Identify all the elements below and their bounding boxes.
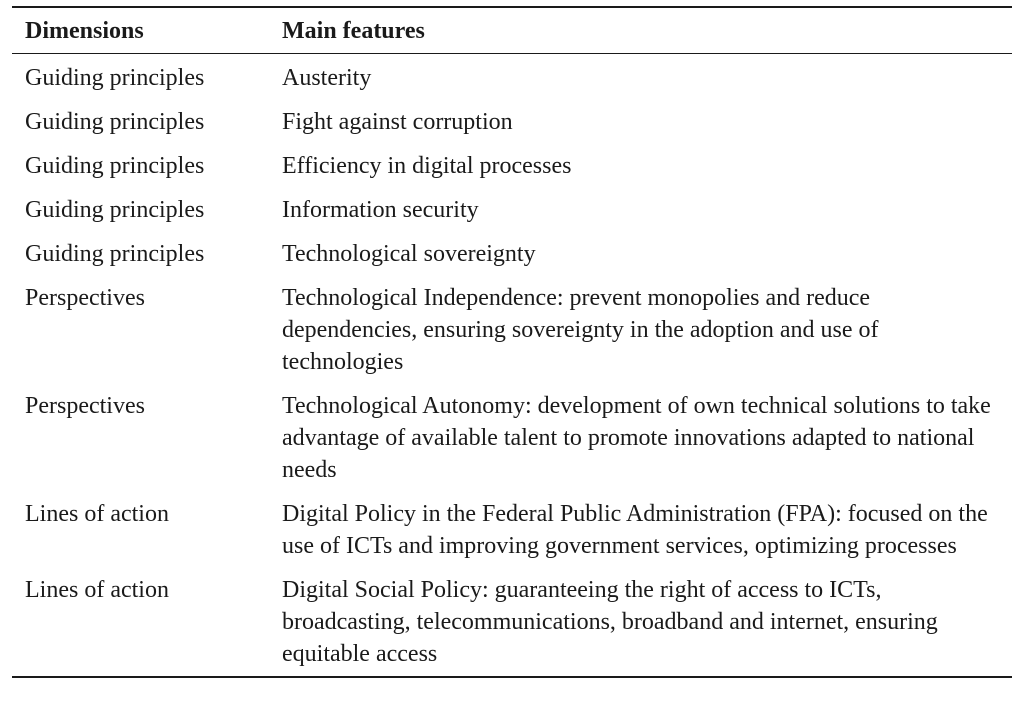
- cell-dimension: Guiding principles: [25, 109, 205, 135]
- cell-feature: Digital Policy in the Federal Public Administration (FPA): focused on the use of ICTs and improving government services, optimizing processes: [282, 501, 988, 559]
- table-row: [12, 492, 1012, 568]
- cell-dimension: Lines of action: [25, 577, 169, 603]
- cell-dimension: Guiding principles: [25, 241, 205, 267]
- cell-dimension: Perspectives: [25, 393, 145, 419]
- table-row: [12, 276, 1012, 384]
- table-header: [12, 7, 1012, 54]
- cell-feature: Digital Social Policy: guaranteeing the right of access to ICTs, broadcasting, telecommunications, broadband and internet, ensuring equitable access: [282, 577, 938, 667]
- table-row: [12, 54, 1012, 101]
- cell-feature: Efficiency in digital processes: [282, 153, 572, 179]
- cell-dimension: Lines of action: [25, 501, 169, 527]
- cell-dimension: Guiding principles: [25, 153, 205, 179]
- cell-dimension: Guiding principles: [25, 197, 205, 223]
- table-row: [12, 100, 1012, 144]
- table-row: [12, 568, 1012, 677]
- table-row: [12, 144, 1012, 188]
- cell-feature: Technological Autonomy: development of own technical solutions to take advantage of available talent to promote innovations adapted to national needs: [282, 393, 991, 483]
- cell-feature: Fight against corruption: [282, 109, 513, 135]
- cell-feature: Technological sovereignty: [282, 241, 536, 267]
- header-main-features: Main features: [282, 7, 1012, 54]
- table-row: [12, 232, 1012, 276]
- dimensions-table: [12, 6, 1012, 678]
- header-dimensions: Dimensions: [12, 7, 282, 54]
- cell-feature: Technological Independence: prevent monopolies and reduce dependencies, ensuring sovereignty in the adoption and use of technologies: [282, 285, 879, 375]
- table-body: [12, 54, 1012, 678]
- cell-feature: Austerity: [282, 65, 372, 91]
- cell-feature: Information security: [282, 197, 479, 223]
- cell-dimension: Guiding principles: [25, 65, 205, 91]
- table-row: [12, 188, 1012, 232]
- dimensions-table-container: [12, 6, 1012, 678]
- cell-dimension: Perspectives: [25, 285, 145, 311]
- table-row: [12, 384, 1012, 492]
- header-row: [12, 7, 1012, 54]
